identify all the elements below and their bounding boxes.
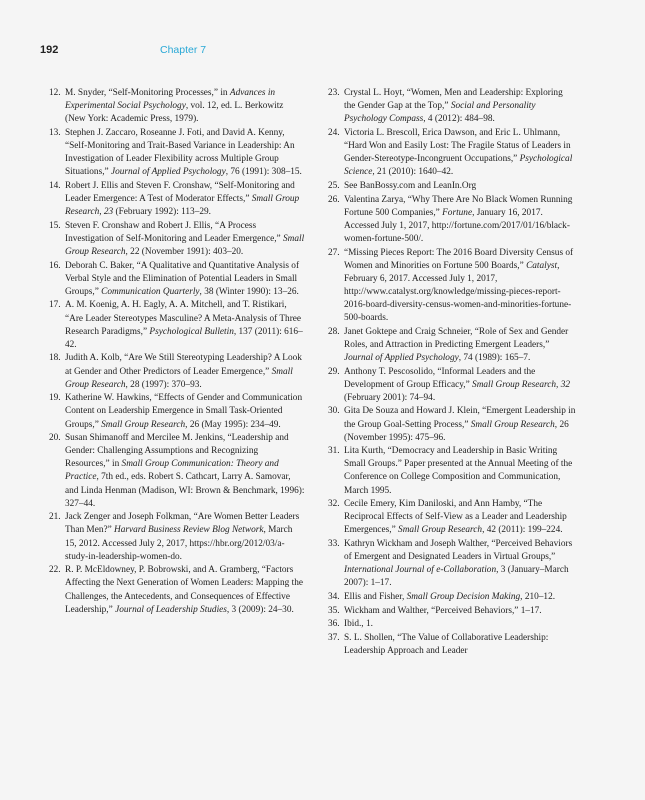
chapter-label: Chapter 7	[160, 44, 207, 56]
endnote	[328, 618, 576, 631]
endnote-text: Kathryn Wickham and Joseph Walther, “Perceived Behaviors of Emergent and Designated Leaders in Virtual Groups,” International Journal of e-Collaboration, 3 (January–March 2007): 1–17.	[344, 539, 573, 589]
endnote	[328, 127, 576, 179]
endnote	[328, 87, 576, 126]
endnote-text: Gita De Souza and Howard J. Klein, “Emergent Leadership in the Group Goal-Setting Process,” Small Group Research, 26 (November 1995): 475–96.	[344, 406, 576, 443]
endnote	[328, 605, 576, 618]
endnote-number: 22.	[49, 565, 61, 576]
endnote-text: Janet Goktepe and Craig Schneier, “Role of Sex and Gender Roles, and Attraction in Predicting Emergent Leaders,” Journal of Applied Psychology, 74 (1989): 165–7.	[344, 326, 569, 363]
endnote-number: 24.	[328, 127, 340, 138]
endnote-text: Steven F. Cronshaw and Robert J. Ellis, “A Process Investigation of Self-Monitoring and Leader Emergence,” Small Group Research, 22 (November 1991): 403–20.	[65, 220, 305, 257]
endnote	[49, 260, 305, 299]
endnote	[328, 445, 576, 497]
endnote	[328, 405, 576, 444]
endnote-number: 12.	[49, 88, 61, 98]
endnote-number: 27.	[328, 247, 340, 258]
endnote-text: Ellis and Fisher, Small Group Decision Making, 210–12.	[344, 592, 556, 603]
endnote-number: 32.	[328, 499, 340, 510]
endnote-text: Susan Shimanoff and Mercilee M. Jenkins, “Leadership and Gender: Challenging Assumptions and Recognizing Resources,” in Small Group Communication: Theory and Practice, 7th ed., eds. Robert S. Cathcart, Larry A. Samovar, and Linda Henman (Madison, WI: Brown & Benchmark, 1996): 327–44.	[65, 433, 305, 509]
notes-column-left	[49, 87, 305, 617]
endnote-text: Stephen J. Zaccaro, Roseanne J. Foti, and David A. Kenny, “Self-Monitoring and Trait-Based Variance in Leadership: An Investigation of Leader Flexibility across Multiple Group Situations,” Journal of Applied Psychology, 76 (1991): 308–15.	[65, 127, 302, 178]
endnote-number: 31.	[328, 446, 340, 457]
endnote	[49, 511, 305, 563]
endnote	[49, 180, 305, 219]
endnote-number: 20.	[49, 433, 61, 444]
endnote-text: See BanBossy.com and LeanIn.Org	[344, 180, 477, 191]
endnote-text: Jack Zenger and Joseph Folkman, “Are Women Better Leaders Than Men?” Harvard Business Review Blog Network, March 15, 2012. Accessed July 2, 2017, https://hbr.org/2012/03/a-study-in-leadership-women-do.	[65, 512, 300, 562]
endnote	[49, 392, 305, 431]
endnote-text: Wickham and Walther, “Perceived Behaviors,” 1–17.	[344, 605, 542, 616]
endnote-number: 34.	[328, 592, 340, 603]
endnote-number: 33.	[328, 539, 340, 550]
endnote-text: Cecile Emery, Kim Daniloski, and Ann Hamby, “The Reciprocal Effects of Self-View as a Leader and Leadership Emergences,” Small Group Research, 42 (2011): 199–224.	[344, 499, 567, 536]
endnote	[328, 194, 576, 246]
endnote	[328, 538, 576, 590]
endnote	[49, 87, 305, 126]
endnote-text: Robert J. Ellis and Steven F. Cronshaw, “Self-Monitoring and Leader Emergence: A Test of Moderator Effects,” Small Group Research, 23 (February 1992): 113–29.	[65, 180, 300, 218]
endnote-text: Anthony T. Pescosolido, “Informal Leaders and the Development of Group Efficacy,” Small Group Research, 32 (February 2001): 74–94.	[344, 366, 570, 403]
endnote-number: 23.	[328, 88, 340, 98]
endnote-number: 21.	[49, 512, 61, 523]
notes-column-right	[328, 87, 576, 659]
endnote-text: Deborah C. Baker, “A Qualitative and Quantitative Analysis of Verbal Style and the Elimination of Potential Leaders in Small Groups,” Communication Quarterly, 38 (Winter 1990): 13–26.	[65, 260, 300, 297]
endnote-number: 36.	[328, 619, 340, 630]
endnote-number: 26.	[328, 194, 340, 205]
endnote	[49, 352, 305, 391]
endnote-text: Judith A. Kolb, “Are We Still Stereotyping Leadership? A Look at Gender and Other Predictors of Leader Emergence,” Small Group Research, 28 (1997): 370–93.	[65, 353, 302, 390]
endnote	[49, 432, 305, 511]
endnote	[328, 498, 576, 537]
endnote	[49, 299, 305, 351]
endnote-text: Lita Kurth, “Democracy and Leadership in Basic Writing Small Groups.” Paper presented at the Annual Meeting of the Conference on College Composition and Communication, March 1995.	[344, 446, 573, 496]
endnote-number: 25.	[328, 180, 340, 191]
endnote-number: 15.	[49, 220, 61, 231]
endnote	[328, 247, 576, 326]
endnote-number: 14.	[49, 180, 61, 191]
endnote-number: 16.	[49, 260, 61, 271]
endnote	[49, 564, 305, 616]
endnote-number: 19.	[49, 393, 61, 404]
endnote	[328, 366, 576, 405]
endnote	[49, 220, 305, 259]
endnote-text: S. L. Shollen, “The Value of Collaborative Leadership: Leadership Approach and Leader	[344, 633, 549, 657]
endnote-text: M. Snyder, “Self-Monitoring Processes,” in Advances in Experimental Social Psychology, vol. 12, ed. L. Berkowitz (New York: Academic Press, 1979).	[65, 88, 284, 125]
endnote-text: Ibid., 1.	[344, 619, 373, 630]
endnote-text: A. M. Koenig, A. H. Eagly, A. A. Mitchell, and T. Ristikari, “Are Leader Stereotypes Masculine? A Meta-Analysis of Three Research Paradigms,” Psychological Bulletin, 137 (2011): 616–42.	[65, 300, 303, 350]
endnote-text: Victoria L. Brescoll, Erica Dawson, and Eric L. Uhlmann, “Hard Won and Easily Lost: The Fragile Status of Leaders in Gender-Stereotype-Incongruent Occupations,” Psychological Science, 21 (2010): 1640–42.	[344, 127, 573, 178]
endnote-text: Katherine W. Hawkins, “Effects of Gender and Communication Content on Leadership Emergence in Small Task-Oriented Groups,” Small Group Research, 26 (May 1995): 234–49.	[65, 393, 303, 430]
endnote-text: R. P. McEldowney, P. Bobrowski, and A. Gramberg, “Factors Affecting the Next Generation of Women Leaders: Mapping the Challenges, the Antecedents, and Consequences of Effective Leadership,” Journal of Leadership Studies, 3 (2009): 24–30.	[65, 565, 303, 615]
endnote	[328, 591, 576, 604]
endnote-number: 35.	[328, 605, 340, 616]
endnote-number: 13.	[49, 127, 61, 138]
endnote	[328, 326, 576, 365]
endnote	[328, 180, 576, 193]
endnote-number: 17.	[49, 300, 61, 311]
endnote-text: “Missing Pieces Report: The 2016 Board Diversity Census of Women and Minorities on Fortune 500 Boards,” Catalyst, February 6, 2017. Accessed July 1, 2017, http://www.catalyst.org/knowledge/missing-pieces-report-2016-board-diversity-census-women-and-minorities-fortune-500-boards.	[344, 247, 574, 323]
endnote-number: 29.	[328, 366, 340, 377]
endnote-number: 30.	[328, 406, 340, 417]
endnote	[328, 632, 576, 658]
endnote-text: Valentina Zarya, “Why There Are No Black Women Running Fortune 500 Companies,” Fortune, January 16, 2017. Accessed July 1, 2017, http://fortune.com/2017/01/16/black-women-fortune-500/.	[344, 194, 573, 244]
endnote-number: 28.	[328, 326, 340, 337]
endnote-text: Crystal L. Hoyt, “Women, Men and Leadership: Exploring the Gender Gap at the Top,” Social and Personality Psychology Compass, 4 (2012): 484–98.	[344, 88, 563, 125]
endnote	[49, 127, 305, 179]
page-number: 192	[40, 44, 59, 56]
endnote-number: 37.	[328, 633, 340, 644]
endnote-number: 18.	[49, 353, 61, 364]
